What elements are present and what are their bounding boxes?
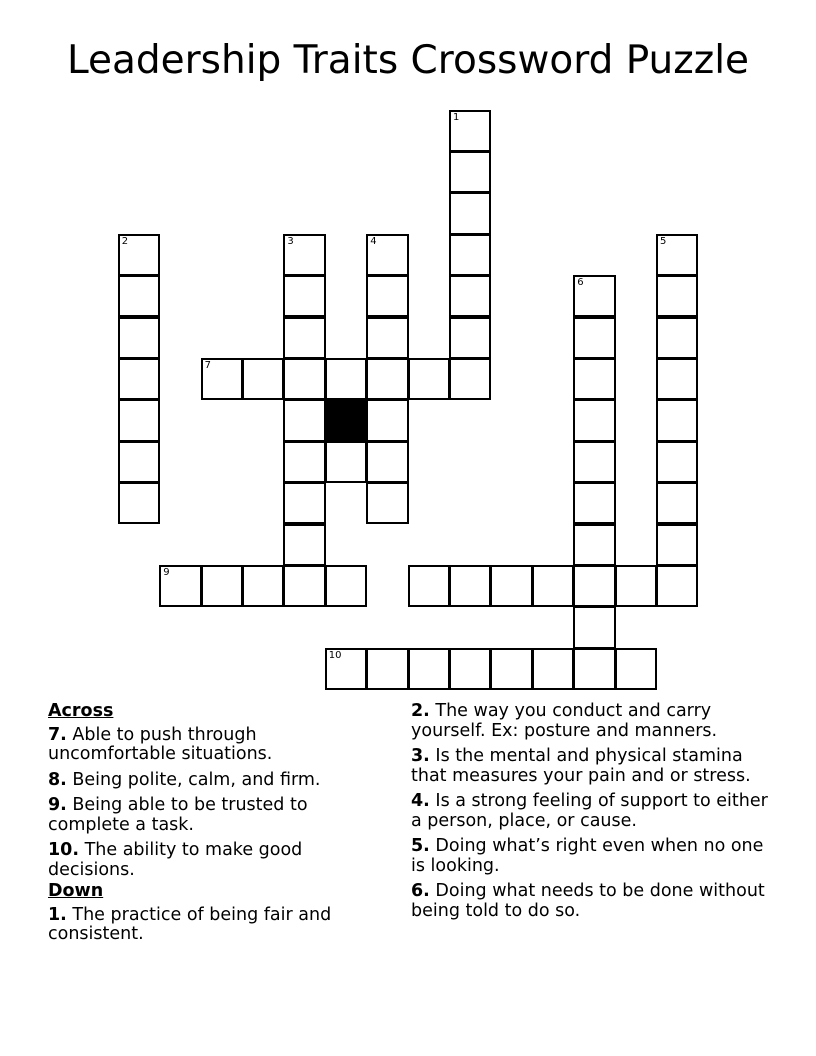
grid-cell[interactable] xyxy=(366,275,408,317)
grid-cell[interactable] xyxy=(573,275,615,317)
grid-cell[interactable] xyxy=(366,482,408,524)
grid-cell[interactable] xyxy=(283,234,325,276)
clue-text: The ability to make good decisions. xyxy=(48,840,303,880)
grid-cell[interactable] xyxy=(283,441,325,483)
clue-number-label: 2 xyxy=(121,235,129,247)
grid-cell[interactable] xyxy=(573,482,615,524)
clue-text: Is a strong feeling of support to either a person, place, or cause. xyxy=(411,791,768,831)
grid-cell[interactable] xyxy=(656,482,698,524)
grid-cell[interactable] xyxy=(366,317,408,359)
clue-number: 5. xyxy=(411,836,430,856)
clue-number: 3. xyxy=(411,746,430,766)
grid-cell[interactable] xyxy=(325,358,367,400)
grid-cell[interactable] xyxy=(615,648,657,690)
grid-cell[interactable] xyxy=(656,399,698,441)
grid-cell[interactable] xyxy=(283,399,325,441)
across-heading: Across xyxy=(48,701,114,721)
clue-text: Doing what’s right even when no one is looking. xyxy=(411,836,764,876)
grid-cell[interactable] xyxy=(366,358,408,400)
grid-cell[interactable] xyxy=(118,275,160,317)
grid-cell[interactable] xyxy=(656,317,698,359)
grid-cell[interactable] xyxy=(449,234,491,276)
clue-text: Being able to be trusted to complete a task. xyxy=(48,795,308,835)
grid-cell[interactable] xyxy=(283,358,325,400)
grid-cell[interactable] xyxy=(366,648,408,690)
clue-number: 10. xyxy=(48,840,80,860)
clue-number-label: 9 xyxy=(163,566,170,578)
grid-cell[interactable] xyxy=(573,441,615,483)
across-clue-9 xyxy=(48,796,378,835)
clue-number-label: 7 xyxy=(204,359,211,371)
grid-cell[interactable] xyxy=(242,565,284,607)
grid-cell[interactable] xyxy=(325,441,367,483)
clue-number-label: 3 xyxy=(287,235,294,247)
grid-cell[interactable] xyxy=(656,358,698,400)
grid-cell[interactable] xyxy=(490,565,532,607)
across-clue-8 xyxy=(48,771,378,791)
across-clue-10 xyxy=(48,841,378,880)
clue-text: Doing what needs to be done without being told to do so. xyxy=(411,881,765,921)
grid-cell[interactable] xyxy=(449,192,491,234)
clue-number-label: 4 xyxy=(370,235,377,247)
down-clue-2 xyxy=(411,702,771,741)
grid-cell[interactable] xyxy=(490,648,532,690)
grid-cell[interactable] xyxy=(573,317,615,359)
clue-text: Is the mental and physical stamina that measures your pain and or stress. xyxy=(411,746,751,786)
down-clue-4 xyxy=(411,792,771,831)
grid-cell[interactable] xyxy=(201,358,243,400)
clue-number-label: 1 xyxy=(453,111,460,123)
grid-cell[interactable] xyxy=(532,648,574,690)
grid-cell[interactable] xyxy=(656,524,698,566)
clue-text: Able to push through uncomfortable situations. xyxy=(48,724,273,764)
grid-cell[interactable] xyxy=(573,524,615,566)
grid-cell[interactable] xyxy=(408,358,450,400)
grid-cell[interactable] xyxy=(449,358,491,400)
grid-cell[interactable] xyxy=(573,399,615,441)
grid-cell[interactable] xyxy=(283,524,325,566)
down-clue-3 xyxy=(411,747,771,786)
grid-cell[interactable] xyxy=(325,648,367,690)
grid-cell[interactable] xyxy=(118,317,160,359)
clue-number: 1. xyxy=(48,904,67,925)
grid-cell[interactable] xyxy=(242,358,284,400)
grid-cell[interactable] xyxy=(118,234,160,276)
grid-cell[interactable] xyxy=(283,317,325,359)
clue-number-label: 6 xyxy=(577,277,584,289)
clues-right-column xyxy=(411,702,771,927)
grid-cell[interactable] xyxy=(408,565,450,607)
down-clue-1 xyxy=(48,906,378,945)
grid-cell[interactable] xyxy=(449,151,491,193)
grid-cell[interactable] xyxy=(283,275,325,317)
clue-number: 6. xyxy=(411,881,430,901)
clue-number: 2. xyxy=(411,701,430,721)
grid-cell[interactable] xyxy=(201,565,243,607)
grid-cell[interactable] xyxy=(118,358,160,400)
grid-cell[interactable] xyxy=(573,358,615,400)
grid-cell[interactable] xyxy=(573,648,615,690)
grid-cell[interactable] xyxy=(449,275,491,317)
grid-cell[interactable] xyxy=(656,234,698,276)
grid-cell[interactable] xyxy=(408,648,450,690)
grid-cell[interactable] xyxy=(449,110,491,152)
grid-cell[interactable] xyxy=(656,275,698,317)
grid-cell[interactable] xyxy=(366,399,408,441)
grid-cell[interactable] xyxy=(283,565,325,607)
clue-text: The practice of being fair and consistent. xyxy=(48,904,332,944)
grid-cell[interactable] xyxy=(118,482,160,524)
clue-number: 7. xyxy=(48,724,67,745)
grid-cell[interactable] xyxy=(656,565,698,607)
grid-cell[interactable] xyxy=(573,565,615,607)
grid-block xyxy=(325,399,367,441)
down-clue-5 xyxy=(411,837,771,876)
clue-number: 4. xyxy=(411,791,430,811)
grid-cell[interactable] xyxy=(118,441,160,483)
down-heading: Down xyxy=(48,881,104,901)
clue-text: The way you conduct and carry yourself. Ex: posture and manners. xyxy=(411,701,718,741)
grid-cell[interactable] xyxy=(656,441,698,483)
clue-number: 9. xyxy=(48,795,67,815)
across-clue-7 xyxy=(48,726,378,765)
clue-number: 8. xyxy=(48,769,67,790)
grid-cell[interactable] xyxy=(159,565,201,607)
clue-number-label: 5 xyxy=(660,235,667,247)
grid-cell[interactable] xyxy=(449,317,491,359)
grid-cell[interactable] xyxy=(573,606,615,648)
grid-cell[interactable] xyxy=(366,234,408,276)
grid-cell[interactable] xyxy=(283,482,325,524)
down-clue-6 xyxy=(411,882,771,921)
grid-cell[interactable] xyxy=(366,441,408,483)
grid-cell[interactable] xyxy=(615,565,657,607)
grid-cell[interactable] xyxy=(118,399,160,441)
grid-cell[interactable] xyxy=(449,565,491,607)
clue-text: Being polite, calm, and firm. xyxy=(72,769,321,790)
grid-cell[interactable] xyxy=(325,565,367,607)
grid-cell[interactable] xyxy=(532,565,574,607)
clue-number-label: 10 xyxy=(328,649,342,661)
page-title: Leadership Traits Crossword Puzzle xyxy=(66,38,750,83)
grid-cell[interactable] xyxy=(449,648,491,690)
clues-left-column xyxy=(48,702,378,951)
